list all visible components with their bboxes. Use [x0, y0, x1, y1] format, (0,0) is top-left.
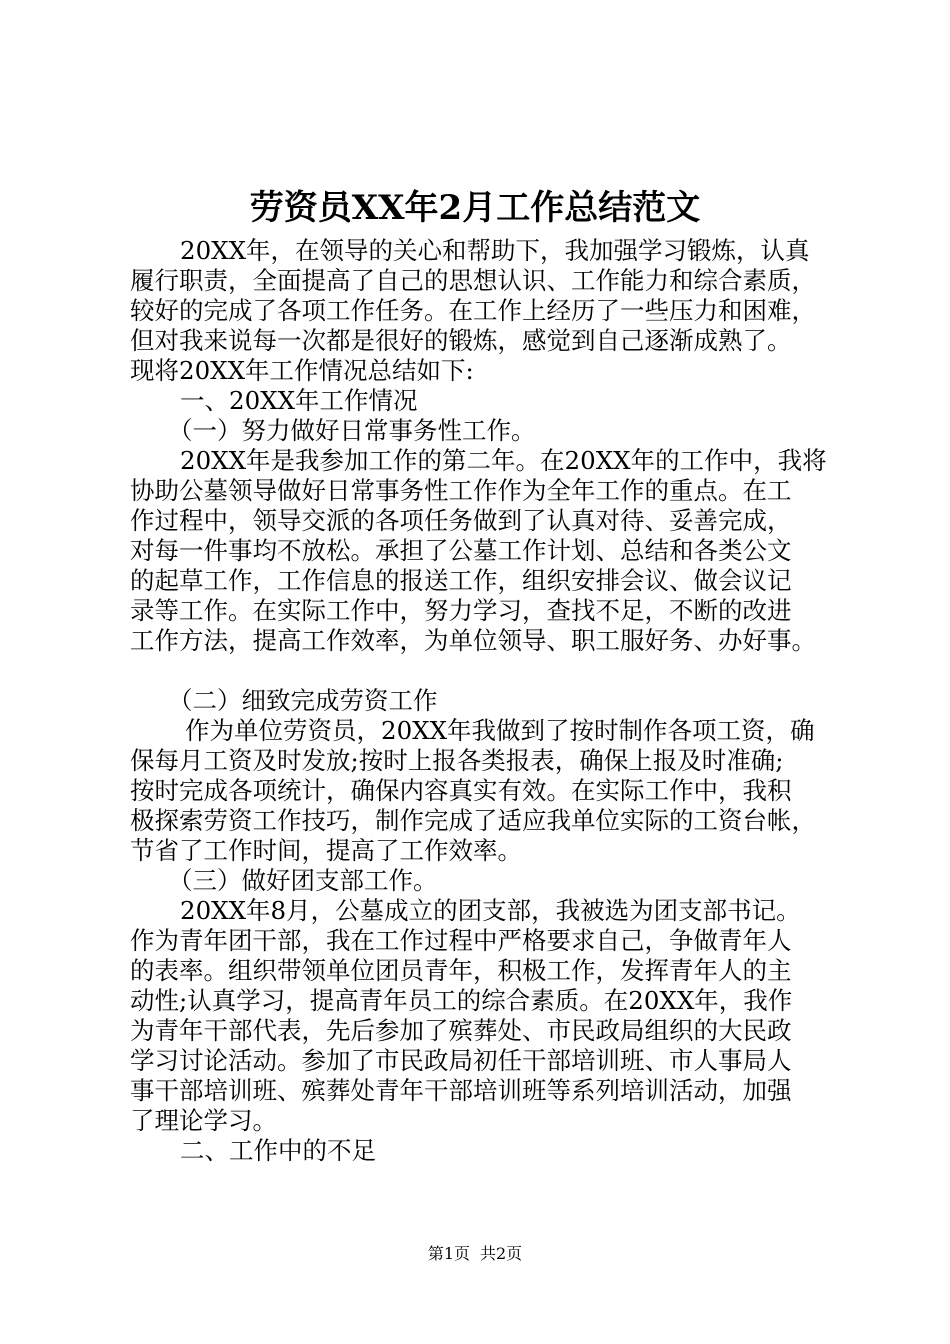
page-number: 第1页 — [427, 1244, 470, 1263]
paragraph-line: 录等工作。在实际工作中，努力学习，查找不足，不断的改进 — [130, 596, 792, 625]
page-footer — [0, 1244, 950, 1264]
paragraph-line: 按时完成各项统计，确保内容真实有效。在实际工作中，我积 — [130, 776, 792, 805]
paragraph-line: 履行职责，全面提高了自己的思想认识、工作能力和综合素质， — [130, 266, 816, 295]
paragraph-line: 对每一件事均不放松。承担了公墓工作计划、总结和各类公文 — [130, 536, 792, 565]
paragraph-line: 20XX年是我参加工作的第二年。在20XX年的工作中，我将 — [180, 446, 827, 475]
paragraph-line: 较好的完成了各项工作任务。在工作上经历了一些压力和困难， — [130, 296, 816, 325]
paragraph-line: 节省了工作时间，提高了工作效率。 — [130, 836, 522, 865]
paragraph-line: 20XX年，在领导的关心和帮助下，我加强学习锻炼，认真 — [180, 236, 810, 265]
subsection-heading: （三）做好团支部工作。 — [168, 866, 438, 895]
paragraph-line: 保每月工资及时发放;按时上报各类报表，确保上报及时准确; — [130, 746, 784, 775]
paragraph-line: 作为青年团干部，我在工作过程中严格要求自己，争做青年人 — [130, 926, 792, 955]
document-body — [130, 236, 850, 1166]
paragraph-line: 的表率。组织带领单位团员青年，积极工作，发挥青年人的主 — [130, 956, 792, 985]
paragraph-line: 了理论学习。 — [130, 1106, 277, 1135]
paragraph-line: 学习讨论活动。参加了市民政局初任干部培训班、市人事局人 — [130, 1046, 792, 1075]
paragraph-line: 事干部培训班、殡葬处青年干部培训班等系列培训活动，加强 — [130, 1076, 792, 1105]
blank-line — [130, 656, 850, 686]
paragraph-line: 为青年干部代表，先后参加了殡葬处、市民政局组织的大民政 — [130, 1016, 792, 1045]
paragraph-line: 作为单位劳资员，20XX年我做到了按时制作各项工资，确 — [185, 716, 815, 745]
paragraph-line: 协助公墓领导做好日常事务性工作作为全年工作的重点。在工 — [130, 476, 792, 505]
paragraph-line: 但对我来说每一次都是很好的锻炼，感觉到自己逐渐成熟了。 — [130, 326, 792, 355]
section-heading: 二、工作中的不足 — [180, 1136, 376, 1165]
paragraph-line: 20XX年8月，公墓成立的团支部，我被选为团支部书记。 — [180, 896, 801, 925]
page-total: 共2页 — [480, 1244, 523, 1263]
paragraph-line: 动性;认真学习，提高青年员工的综合素质。在20XX年，我作 — [130, 986, 793, 1015]
paragraph-line: 作过程中，领导交派的各项任务做到了认真对待、妥善完成， — [130, 506, 792, 535]
subsection-heading: （一）努力做好日常事务性工作。 — [168, 416, 536, 445]
paragraph-line: 工作方法，提高工作效率，为单位领导、职工服好务、办好事。 — [130, 626, 816, 655]
paragraph-line: 极探索劳资工作技巧，制作完成了适应我单位实际的工资台帐， — [130, 806, 816, 835]
document-title: 劳资员XX年2月工作总结范文 — [249, 188, 701, 228]
subsection-heading: （二）细致完成劳资工作 — [168, 686, 438, 715]
section-heading: 一、20XX年工作情况 — [180, 386, 418, 415]
paragraph-line: 现将20XX年工作情况总结如下: — [130, 356, 474, 385]
paragraph-line: 的起草工作，工作信息的报送工作，组织安排会议、做会议记 — [130, 566, 792, 595]
